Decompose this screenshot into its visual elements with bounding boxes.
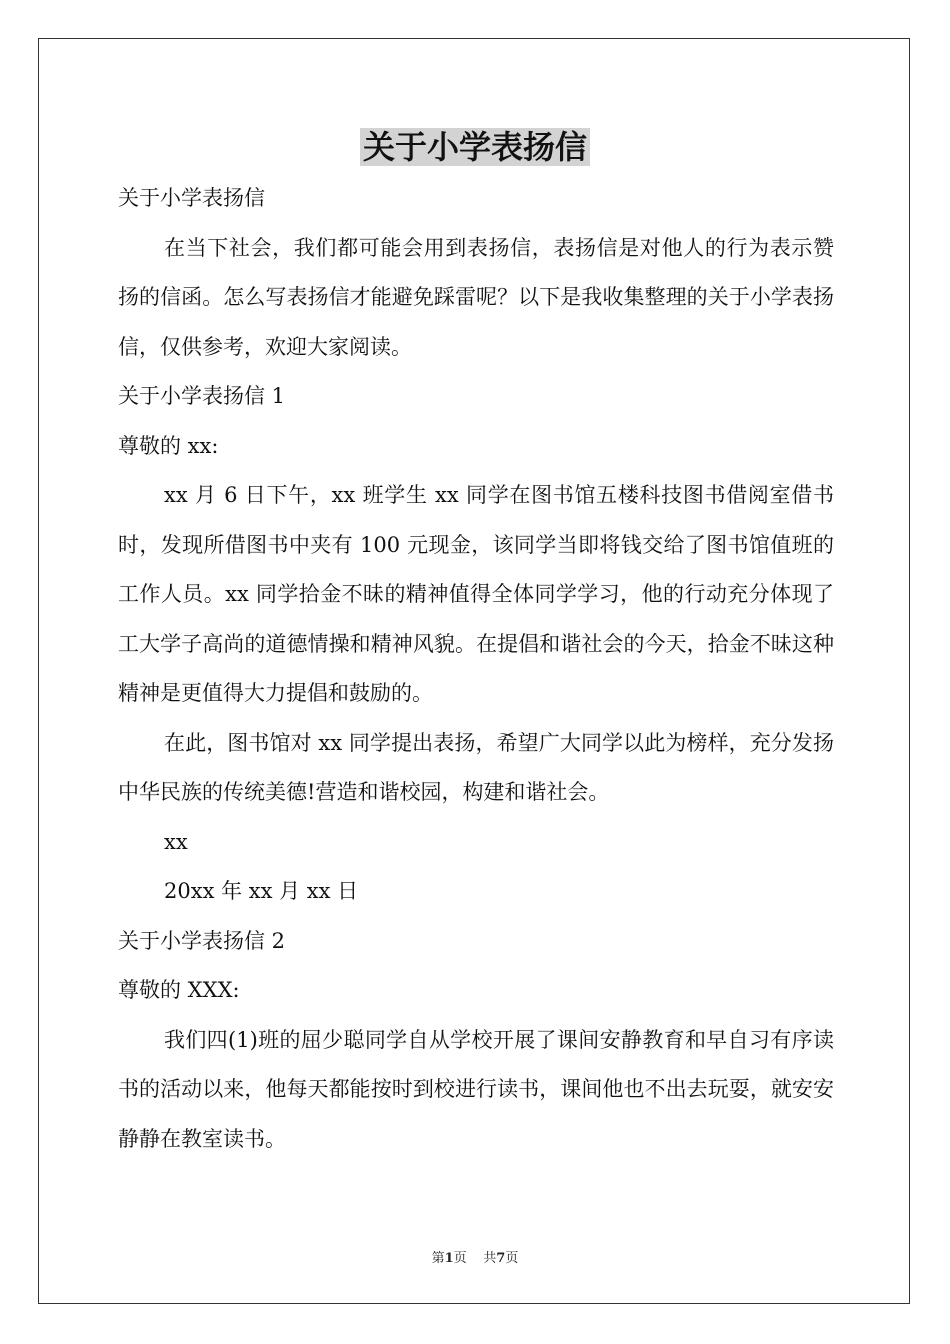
letter-1-body-paragraph: xx 月 6 日下午，xx 班学生 xx 同学在图书馆五楼科技图书借阅室借书时，发现所借图书中夹有 100 元现金，该同学当即将钱交给了图书馆值班的工作人员。xx 同学拾金不昧的精神值得全体同学学习，他的行动充分体现了工大学子高尚的道德情操和精神风貌。在提倡和谐社会的今天，拾金不昧这种精神是更值得大力提倡和鼓励的。	[118, 483, 834, 705]
page-total: 7	[496, 1251, 506, 1266]
document-title	[0, 124, 950, 170]
letter-2-heading: 关于小学表扬信 2	[118, 928, 286, 953]
document-title-text: 关于小学表扬信	[360, 128, 590, 166]
document-body	[118, 174, 834, 1164]
page-current: 1	[444, 1251, 454, 1266]
subtitle-paragraph: 关于小学表扬信	[118, 186, 265, 210]
letter-1-heading: 关于小学表扬信 1	[118, 384, 286, 408]
letter-1-signature: xx	[164, 829, 188, 854]
page-unit: 页	[453, 1251, 467, 1266]
page-prefix: 第	[431, 1251, 445, 1266]
letter-1-closing-paragraph: 在此，图书馆对 xx 同学提出表扬，希望广大同学以此为榜样，充分发扬中华民族的传统美德!营造和谐校园，构建和谐社会。	[118, 730, 834, 804]
page-footer	[0, 1247, 950, 1266]
letter-1-date: 20xx 年 xx 月 xx 日	[164, 879, 359, 903]
letter-2-salutation: 尊敬的 XXX:	[118, 978, 240, 1002]
letter-1-salutation: 尊敬的 xx:	[118, 433, 219, 458]
letter-2-body-paragraph: 我们四(1)班的屈少聪同学自从学校开展了课间安静教育和早自习有序读书的活动以来，他每天都能按时到校进行读书，课间他也不出去玩耍，就安安静静在教室读书。	[118, 1027, 834, 1151]
total-prefix: 共	[483, 1251, 497, 1266]
intro-paragraph: 在当下社会，我们都可能会用到表扬信，表扬信是对他人的行为表示赞扬的信函。怎么写表扬信才能避免踩雷呢？以下是我收集整理的关于小学表扬信，仅供参考，欢迎大家阅读。	[118, 235, 834, 359]
total-unit: 页	[505, 1251, 519, 1266]
